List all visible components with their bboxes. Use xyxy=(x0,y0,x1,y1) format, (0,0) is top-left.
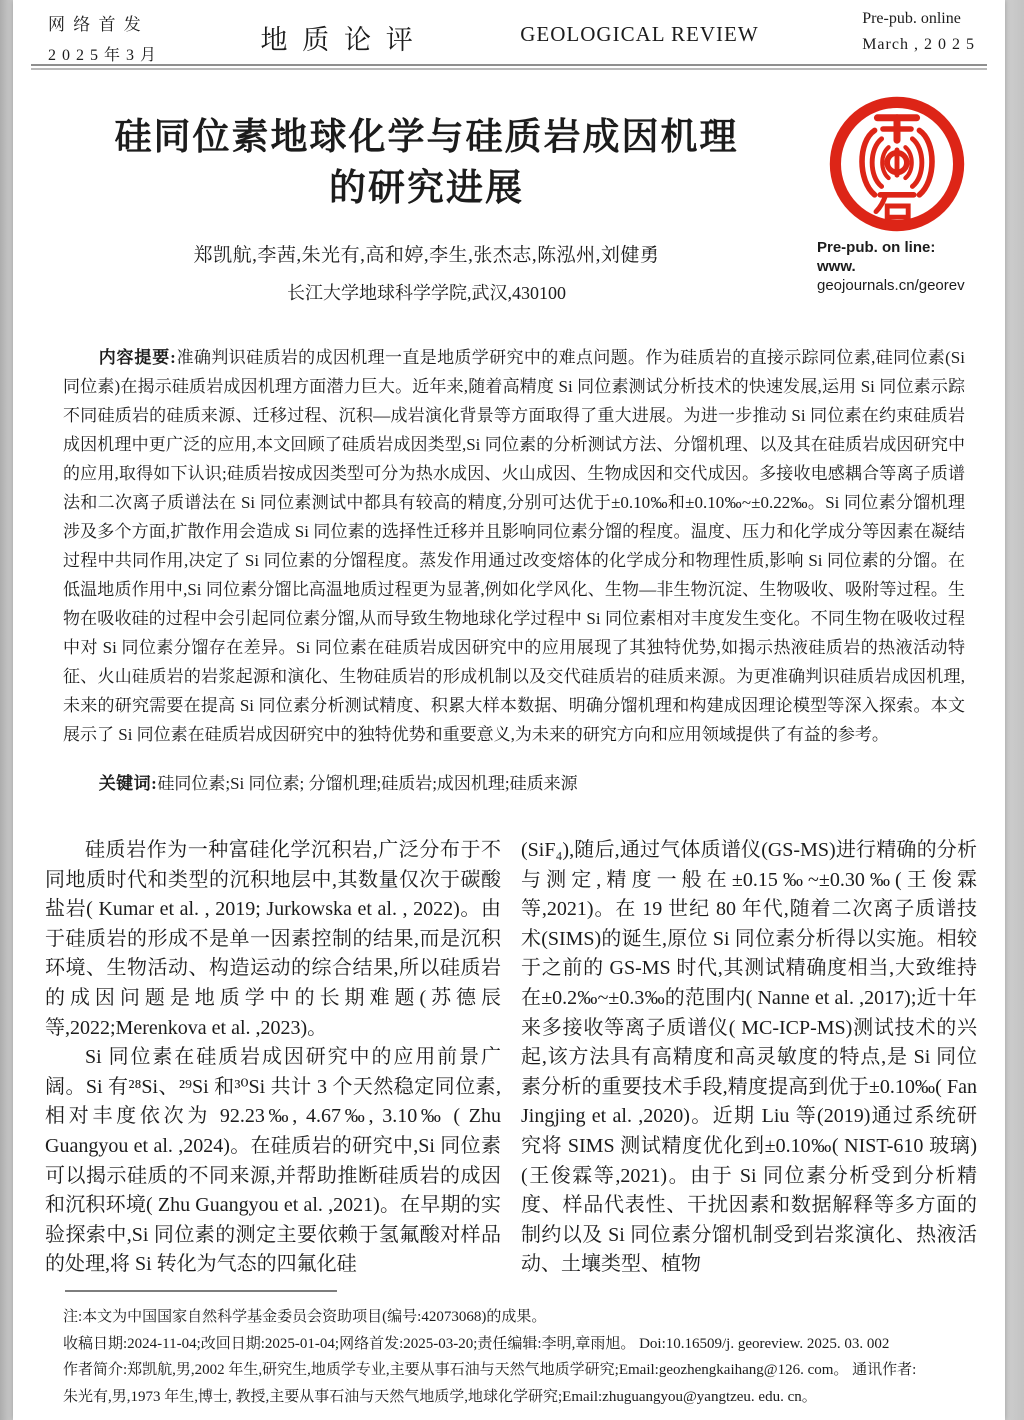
journal-masthead xyxy=(13,0,1005,64)
footnote-author-bio: 作者简介:郑凯航,男,2002 年生,研究生,地质学专业,主要从事石油与天然气地质学研究;Email:geozhengkaihang@126. com。 通讯作者: xyxy=(63,1362,917,1378)
seal-caption-url: geojournals.cn/georev xyxy=(817,277,965,294)
journal-name-chinese: 地 质 论 评 xyxy=(260,25,417,55)
online-first-date: 2 0 2 5 年 3 月 xyxy=(48,47,158,64)
masthead-prepub-block xyxy=(862,10,975,54)
footnote-funding: 注:本文为中国国家自然科学基金委员会资助项目(编号:42073068)的成果。 xyxy=(63,1309,547,1325)
abstract-label: 内容提要: xyxy=(98,348,177,367)
abstract-section xyxy=(63,343,965,798)
abstract-text: 准确判识硅质岩的成因机理一直是地质学研究中的难点问题。作为硅质岩的直接示踪同位素,硅同位素(Si 同位素)在揭示硅质岩成因机理方面潜力巨大。近年来,随着高精度 Si 同位素测试分析技术的快速发展,运用 Si 同位素示踪不同硅质岩的硅质来源、迁移过程、沉积—成岩演化背景等方面取得了重大进展。为进一步推动 Si 同位素在约束硅质岩成因机理中更广泛的应用,本文回顾了硅质岩成因类型,Si 同位素的分析测试方法、分馏机理、以及其在硅质岩成因研究中的应用,取得如下认识;硅质岩按成因类型可分为热水成因、火山成因、生物成因和交代成因。多接收电感耦合等离子质谱法和二次离子质谱法在 Si 同位素测试中都具有较高的精度,分别可达优于±0.10‰和±0.10‰~±0.22‰。Si 同位素分馏机理涉及多个方面,扩散作用会造成 Si 同位素的选择性迁移并且影响同位素分馏的程度。温度、压力和化学成分等因素在凝结过程中共同作用,决定了 Si 同位素的分馏程度。蒸发作用通过改变熔体的化学成分和物理性质,影响 Si 同位素的分馏。在低温地质作用中,Si 同位素分馏比高温地质过程更为显著,例如化学风化、生物—非生物沉淀、生物吸收、吸附等过程。生物在吸收硅的过程中会引起同位素分馏,从而导致生物地球化学过程中 Si 同位素相对丰度发生变化。不同生物在吸收过程中对 Si 同位素分馏存在差异。Si 同位素在硅质岩成因研究中的应用展现了其独特优势,如揭示热液硅质岩的热液活动特征、火山硅质岩的岩浆起源和演化、生物硅质岩的形成机制以及交代硅质岩的硅质来源。为更准确判识硅质岩成因机理,未来的研究需要在提高 Si 同位素分析测试精度、积累大样本数据、明确分馏机理和构建成因理论模型等深入探索。本文展示了 Si 同位素在硅质岩成因研究中的独特优势和重要意义,为未来的研究方向和应用领域提供了有益的参考。 xyxy=(63,348,965,744)
journal-seal-icon xyxy=(827,94,967,234)
body-paragraph: Si 同位素在硅质岩成因研究中的应用前景广阔。Si 有²⁸Si、²⁹Si 和³⁰Si 共计 3 个天然稳定同位素,相对丰度依次为 92.23‰, 4.67‰, 3.10‰ ( Zhu Guangyou et al. ,2024)。在硅质岩的研究中,Si 同位素可以揭示硅质的不同来源,并帮助推断硅质岩的成因和沉积环境( Zhu Guangyou et al. ,2021)。在早期的实验探索中,Si 同位素的测定主要依赖于氢氟酸对样品的处理,将 Si 转化为气态的四氟化硅 xyxy=(45,1046,501,1276)
seal-block xyxy=(817,94,977,295)
affiliation-line: 长江大学地球科学学院,武汉,430100 xyxy=(287,283,566,303)
keywords-line xyxy=(63,769,965,798)
paper-page xyxy=(13,0,1005,1420)
body-column-left xyxy=(45,836,501,1280)
online-first-label: 网 络 首 发 xyxy=(48,15,143,34)
article-title-line1: 硅同位素地球化学与硅质岩成因机理 xyxy=(114,117,739,158)
body-paragraph: 硅质岩作为一种富硅化学沉积岩,广泛分布于不同地质时代和类型的沉积地层中,其数量仅次于碳酸盐岩( Kumar et al. , 2019; Jurkowska et al. , 2022)。由于硅质岩的形成不是单一因素控制的结果,而是沉积环境、生物活动、构造运动的综合结果,所以硅质岩的成因问题是地质学中的长期难题(苏德辰等,2022;Merenkova et al. ,2023)。 xyxy=(45,839,501,1039)
masthead-online-block xyxy=(48,10,157,65)
footnote-lines xyxy=(63,1304,965,1410)
keywords-text: 硅同位素;Si 同位素; 分馏机理;硅质岩;成因机理;硅质来源 xyxy=(157,774,578,793)
footnote-dates-doi: 收稿日期:2024-11-04;改回日期:2025-01-04;网络首发:2025-03-20;责任编辑:李明,章雨旭。 Doi:10.16509/j. georeview. 2025. 03. 002 xyxy=(63,1335,890,1352)
prepub-label: Pre-pub. online xyxy=(862,10,961,27)
keywords-label: 关键词: xyxy=(98,774,158,793)
authors-line: 郑凯航,李茜,朱光有,高和婷,李生,张杰志,陈泓州,刘健勇 xyxy=(193,245,660,266)
abstract-paragraph xyxy=(63,343,965,749)
article-title-line2: 的研究进展 xyxy=(329,168,524,209)
footnote-corresponding-author: 朱光有,男,1973 年生,博士, 教授,主要从事石油与天然气地质学,地球化学研究;Email:zhuguangyou@yangtzeu. edu. cn。 xyxy=(63,1388,817,1405)
footnote-section xyxy=(45,1290,965,1410)
body-columns xyxy=(45,836,978,1280)
body-paragraph: (SiF₄),随后,通过气体质谱仪(GS-MS)进行精确的分析与测定,精度一般在±0.15‰~±0.30‰(王俊霖等,2021)。在 19 世纪 80 年代,随着二次离子质谱技术(SIMS)的诞生,原位 Si 同位素分析得以实施。相较于之前的 GS-MS 时代,其测试精确度相当,大致维持在±0.2‰~±0.3‰的范围内( Nanne et al. ,2017);近十年来多接收等离子质谱仪( MC-ICP-MS)测试技术的兴起,该方法具有高精度和高灵敏度的特点,是 Si 同位素分析的重要技术手段,精度提高到优于±0.10‰( Fan Jingjing et al. ,2020)。近期 Liu 等(2019)通过系统研究将 SIMS 测试精度优化到±0.10‰( NIST-610 玻璃)(王俊霖等,2021)。由于 Si 同位素分析受到分析精度、样品代表性、干扰因素和数据解释等多方面的制约以及 Si 同位素分馏机制受到岩浆演化、热液活动、土壤类型、植物 xyxy=(521,839,977,1276)
seal-caption-line1: Pre-pub. on line: www. xyxy=(817,239,936,275)
body-column-right xyxy=(521,836,977,1280)
journal-name-english: GEOLOGICAL REVIEW xyxy=(520,22,759,46)
prepub-date: March , 2 0 2 5 xyxy=(862,36,975,53)
seal-caption xyxy=(817,238,977,295)
masthead-divider xyxy=(31,64,987,70)
article-heading-block xyxy=(73,112,780,305)
footnote-divider xyxy=(65,1290,337,1292)
